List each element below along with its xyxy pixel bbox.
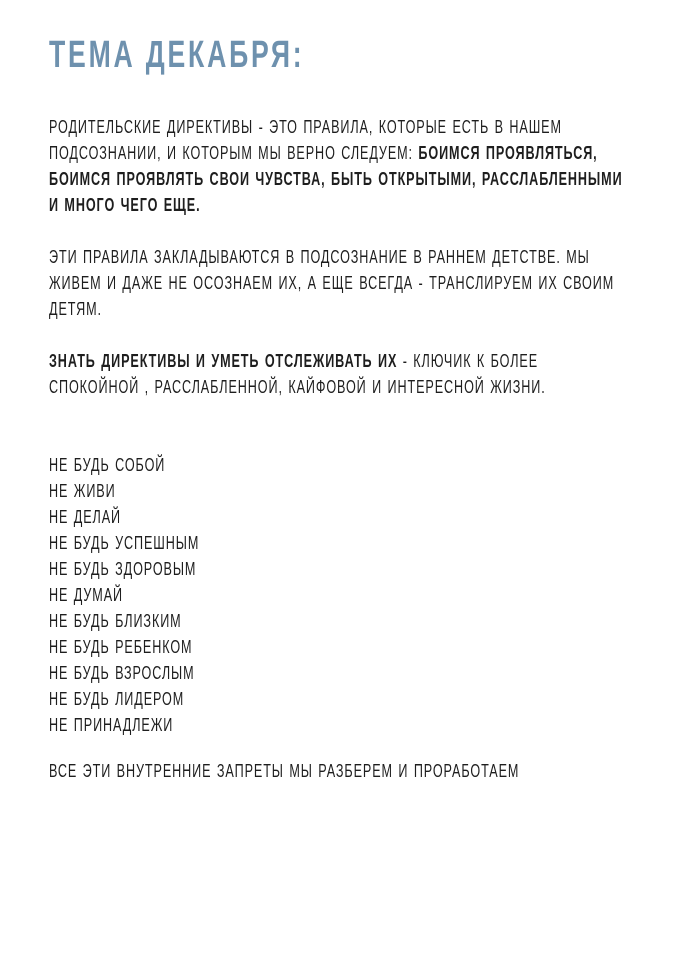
- bold-text-run: И МНОГО ЧЕГО ЕЩЕ.: [49, 195, 201, 215]
- closing-line: ВСЕ ЭТИ ВНУТРЕННИЕ ЗАПРЕТЫ МЫ РАЗБЕРЕМ И ПРОРАБОТАЕМ: [49, 761, 520, 781]
- paragraph-line: [49, 192, 637, 218]
- paragraph-line: [49, 348, 637, 374]
- text-run: ЭТИ ПРАВИЛА ЗАКЛАДЫВАЮТСЯ В ПОДСОЗНАНИЕ В РАННЕМ ДЕТСТВЕ. МЫ: [49, 247, 590, 267]
- page-title: ТЕМА ДЕКАБРЯ:: [49, 34, 305, 76]
- text-run: ПОДСОЗНАНИИ, И КОТОРЫМ МЫ ВЕРНО СЛЕДУЕМ:: [49, 143, 419, 163]
- paragraph-line: [49, 296, 637, 322]
- directive-item: НЕ БУДЬ ВЗРОСЛЫМ: [49, 663, 195, 683]
- paragraph-line: [49, 140, 637, 166]
- paragraph: [49, 114, 637, 218]
- paragraph-line: [49, 374, 637, 400]
- content-column: [49, 36, 637, 784]
- directive-item: НЕ БУДЬ БЛИЗКИМ: [49, 611, 182, 631]
- text-run: ЖИВЕМ И ДАЖЕ НЕ ОСОЗНАЕМ ИХ, А ЕЩЕ ВСЕГДА - ТРАНСЛИРУЕМ ИХ СВОИМ: [49, 273, 615, 293]
- directive-item: НЕ ЖИВИ: [49, 481, 116, 501]
- directive-item: НЕ ДУМАЙ: [49, 585, 123, 605]
- directive-item: НЕ БУДЬ ЗДОРОВЫМ: [49, 559, 197, 579]
- text-run: СПОКОЙНОЙ , РАССЛАБЛЕННОЙ, КАЙФОВОЙ И ИНТЕРЕСНОЙ ЖИЗНИ.: [49, 377, 546, 397]
- directive-item: НЕ БУДЬ РЕБЕНКОМ: [49, 637, 193, 657]
- text-run: ДЕТЯМ.: [49, 299, 102, 319]
- bold-text-run: БОИМСЯ ПРОЯВЛЯТЬ СВОИ ЧУВСТВА, БЫТЬ ОТКРЫТЫМИ, РАССЛАБЛЕННЫМИ: [49, 169, 623, 189]
- intro-paragraphs: [49, 114, 637, 400]
- directive-item: НЕ ПРИНАДЛЕЖИ: [49, 715, 174, 735]
- paragraph-line: [49, 244, 637, 270]
- bold-text-run: БОИМСЯ ПРОЯВЛЯТЬСЯ,: [418, 143, 598, 163]
- paragraph-line: [49, 114, 637, 140]
- directive-item: НЕ БУДЬ УСПЕШНЫМ: [49, 533, 200, 553]
- text-run: РОДИТЕЛЬСКИЕ ДИРЕКТИВЫ - ЭТО ПРАВИЛА, КОТОРЫЕ ЕСТЬ В НАШЕМ: [49, 117, 562, 137]
- directive-item: НЕ ДЕЛАЙ: [49, 507, 122, 527]
- directive-item: НЕ БУДЬ СОБОЙ: [49, 455, 166, 475]
- bold-text-run: ЗНАТЬ ДИРЕКТИВЫ И УМЕТЬ ОТСЛЕЖИВАТЬ ИХ: [49, 351, 398, 371]
- directives-list: [49, 452, 637, 738]
- paragraph: [49, 348, 637, 400]
- text-run: - КЛЮЧИК К БОЛЕЕ: [397, 351, 539, 371]
- paragraph-line: [49, 166, 637, 192]
- directive-item: НЕ БУДЬ ЛИДЕРОМ: [49, 689, 185, 709]
- paragraph-line: [49, 270, 637, 296]
- paragraph: [49, 244, 637, 322]
